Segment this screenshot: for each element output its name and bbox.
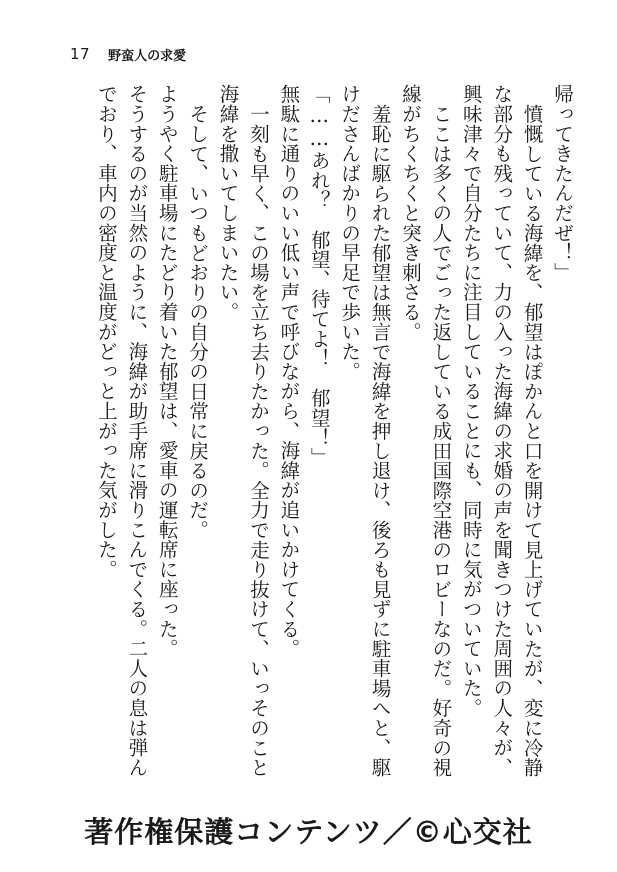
page-number: 17 xyxy=(70,45,91,63)
paragraph: 帰ってきたんだぜ！」 xyxy=(551,84,574,282)
page-header xyxy=(70,44,186,64)
copyright-watermark: 著作権保護コンテンツ／©心交社 xyxy=(84,815,533,849)
paragraph: そうするのが当然のように、海緯が助手席に滑りこんでくる。二人の息は弾んでおり、車内の密度と温度がどっと上がった気がした。 xyxy=(94,84,149,777)
paragraph: ここは多くの人でごった返している成田国際空港のロビーなのだ。好奇の視線がちくちくと突き刺さる。 xyxy=(398,84,453,777)
novel-body-text xyxy=(57,84,577,784)
chapter-title: 野蛮人の求愛 xyxy=(108,48,187,64)
paragraph: 憤慨している海緯を、郁望はぽかんと口を開けて見上げていたが、変に冷静な部分も残っていて、力の入った海緯の求婚の声を聞きつけた周囲の人々が、興味津々で自分たちに注目していることにも、同時に気がついていた。 xyxy=(459,84,544,777)
paragraph: そして、いつもどおりの自分の日常に戻るのだ。 xyxy=(186,103,210,540)
dialogue-line: 「……あれ？ 郁望、待てよ！ 郁望！」 xyxy=(307,84,331,468)
paragraph: 一刻も早く、この場を立ち去りたかった。全力で走り抜けて、いっそのこと海緯を撒いてしまいたい。 xyxy=(216,84,270,777)
paragraph: ようやく駐車場にたどり着いた郁望は、愛車の運転席に座った。 xyxy=(155,84,179,659)
paragraph: 無駄に通りのいい低い声で呼びながら、海緯が追いかけてくる。 xyxy=(277,84,301,659)
paragraph: 羞恥に駆られた郁望は無言で海緯を押し退け、後ろも見ずに駐車場へと、駆けださんばかりの早足で歩いた。 xyxy=(338,84,392,777)
